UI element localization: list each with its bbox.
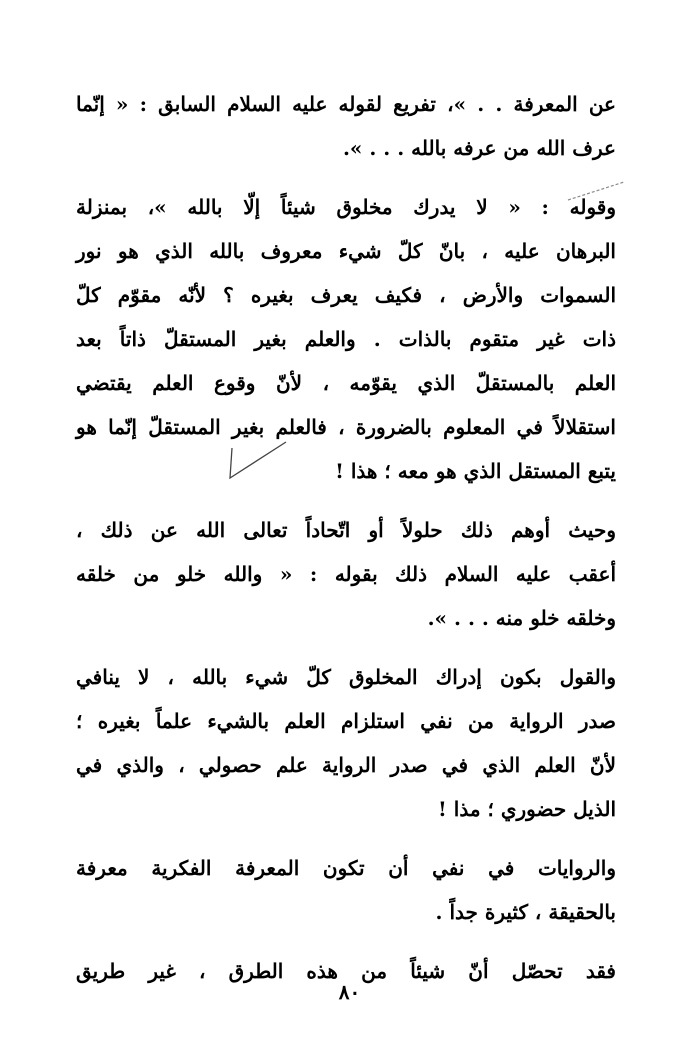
text-line: أعقب عليه السلام ذلك بقوله : « والله خلو من خلقه — [76, 562, 616, 586]
paragraph-4 — [76, 655, 616, 831]
paragraph-2 — [76, 185, 616, 493]
text-line: بالحقيقة ، كثيرة جداً . — [435, 900, 616, 924]
text-line: عن المعرفة . . »، تفريع لقوله عليه السلام السابق : « إنّما — [76, 92, 616, 116]
text-line: العلم بالمستقلّ الذي يقوّمه ، لأنّ وقوع العلم يقتضي — [76, 371, 616, 395]
text-line: وخلقه خلو منه . . . ». — [427, 606, 616, 630]
paragraph-5 — [76, 846, 616, 934]
text-line: عرف الله من عرفه بالله . . . ». — [342, 136, 616, 160]
paragraph-3 — [76, 508, 616, 640]
paragraph-1 — [76, 82, 616, 170]
pencil-mark-icon — [566, 178, 628, 204]
text-line: وقوله : « لا يدرك مخلوق شيئاً إلّا بالله »، بمنزلة — [76, 195, 616, 219]
text-line: فقد تحصّل أنّ شيئاً من هذه الطرق ، غير طريق — [76, 959, 616, 983]
text-line: صدر الرواية من نفي استلزام العلم بالشيء علماً بغيره ؛ — [76, 709, 616, 733]
text-line: والقول بكون إدراك المخلوق كلّ شيء بالله ، لا ينافي — [76, 665, 616, 689]
text-line: السموات والأرض ، فكيف يعرف بغيره ؟ لأنّه مقوّم كلّ — [76, 283, 616, 307]
text-line: والروايات في نفي أن تكون المعرفة الفكرية معرفة — [76, 856, 616, 880]
text-line: البرهان عليه ، بانّ كلّ شيء معروف بالله الذي هو نور — [76, 239, 616, 263]
text-line: استقلالاً في المعلوم بالضرورة ، فالعلم بغير المستقلّ إنّما هو — [76, 415, 616, 439]
page-number: ٨٠ — [338, 980, 361, 1004]
text-line: ذات غير متقوم بالذات . والعلم بغير المستقلّ ذاتاً بعد — [76, 327, 616, 351]
text-line: الذيل حضوري ؛ مذا ! — [438, 797, 616, 821]
text-line: يتبع المستقل الذي هو معه ؛ هذا ! — [335, 459, 616, 483]
pencil-check-icon — [226, 440, 290, 482]
text-line: لأنّ العلم الذي في صدر الرواية علم حصولي ، والذي في — [76, 753, 616, 777]
text-line: وحيث أوهم ذلك حلولاً أو اتّحاداً تعالى الله عن ذلك ، — [76, 518, 616, 542]
document-body — [76, 82, 616, 1008]
